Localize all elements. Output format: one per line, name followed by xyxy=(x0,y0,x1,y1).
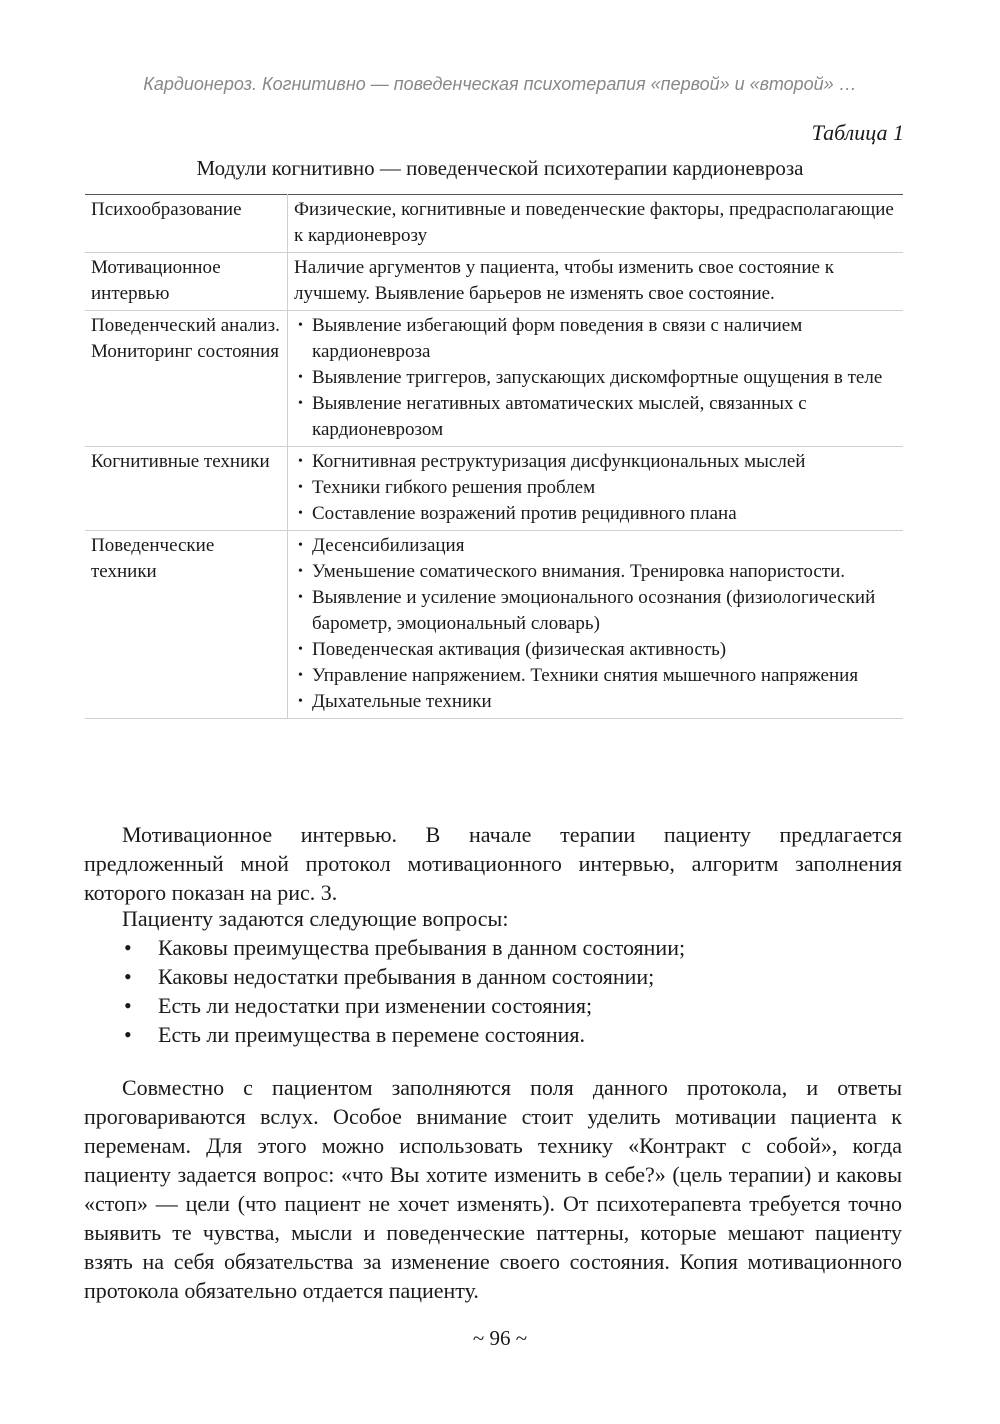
list-item: • Выявление и усиление эмоционального осознания (физиологический барометр, эмоциональный словарь) xyxy=(294,585,897,637)
list-item: • Поведенческая активация (физическая активность) xyxy=(294,637,897,663)
list-item: • Управление напряжением. Техники снятия мышечного напряжения xyxy=(294,663,897,689)
page-number: ~ 96 ~ xyxy=(472,1326,528,1350)
table-row xyxy=(85,195,903,253)
module-name-cell: Мотивационное интервью xyxy=(85,253,288,311)
list-item: • Дыхательные техники xyxy=(294,689,897,715)
module-name-cell: Поведенческий анализ. Мониторинг состояния xyxy=(85,311,288,447)
list-item: • Выявление триггеров, запускающих дискомфортные ощущения в теле xyxy=(294,365,897,391)
paragraph-protocol xyxy=(84,1073,902,1305)
module-content-cell xyxy=(288,311,904,447)
module-items-list xyxy=(294,313,897,443)
questions-list xyxy=(84,933,902,1049)
paragraph-motivational-interview xyxy=(84,820,902,907)
module-content-cell xyxy=(288,447,904,531)
paragraph-text: Мотивационное интервью. В начале терапии пациенту предлагается предложенный мной протокол мотивационного интервью, алгоритм заполнения которого показан на рис. 3. xyxy=(84,822,902,905)
list-item: • Есть ли недостатки при изменении состояния; xyxy=(84,991,902,1020)
module-content-cell xyxy=(288,195,904,253)
list-item: • Составление возражений против рецидивного плана xyxy=(294,501,897,527)
list-item: • Уменьшение соматического внимания. Тренировка напористости. xyxy=(294,559,897,585)
module-items-list xyxy=(294,449,897,527)
module-content-cell xyxy=(288,253,904,311)
module-name-cell: Психообразование xyxy=(85,195,288,253)
module-description: Физические, когнитивные и поведенческие факторы, предрасполагающие к кардионеврозу xyxy=(294,199,894,246)
table-row xyxy=(85,311,903,447)
list-item: • Каковы недостатки пребывания в данном состоянии; xyxy=(84,962,902,991)
table-title: Модули когнитивно — поведенческой психотерапии кардионевроза xyxy=(196,156,804,180)
table-body xyxy=(85,195,903,719)
paragraph-text: Совместно с пациентом заполняются поля данного протокола, и ответы проговариваются вслух. Особое внимание стоит уделить мотивации пациента к переменам. Для этого можно использовать технику «Контракт с собой», когда пациенту задается вопрос: «что Вы хотите изменить в себе?» (цель терапии) и каковы «стоп» — цели (что пациент не хочет изменять). От психотерапевта требуется точно выявить те чувства, мысли и поведенческие паттерны, которые мешают пациенту взять на себя обязательства за изменение своего состояния. Копия мотивационного протокола обязательно отдается пациенту. xyxy=(84,1075,902,1303)
list-item: • Техники гибкого решения проблем xyxy=(294,475,897,501)
module-items-list xyxy=(294,533,897,715)
list-item: • Выявление негативных автоматических мыслей, связанных с кардионеврозом xyxy=(294,391,897,443)
module-content-cell xyxy=(288,531,904,719)
list-item: • Каковы преимущества пребывания в данном состоянии; xyxy=(84,933,902,962)
table-row xyxy=(85,531,903,719)
list-item: • Выявление избегающий форм поведения в связи с наличием кардионевроза xyxy=(294,313,897,365)
questions-block xyxy=(84,904,902,1049)
module-name-cell: Поведенческие техники xyxy=(85,531,288,719)
modules-table xyxy=(85,194,903,719)
list-item: • Когнитивная реструктуризация дисфункциональных мыслей xyxy=(294,449,897,475)
module-description: Наличие аргументов у пациента, чтобы изменить свое состояние к лучшему. Выявление барьеров не изменять свое состояние. xyxy=(294,257,834,304)
table-label: Таблица 1 xyxy=(811,120,904,145)
list-item: • Есть ли преимущества в перемене состояния. xyxy=(84,1020,902,1049)
questions-intro: Пациенту задаются следующие вопросы: xyxy=(122,906,509,931)
table-row xyxy=(85,447,903,531)
running-title: Кардионероз. Когнитивно — поведенческая психотерапия «первой» и «второй» … xyxy=(143,74,857,94)
table-row xyxy=(85,253,903,311)
module-name-cell: Когнитивные техники xyxy=(85,447,288,531)
list-item: • Десенсибилизация xyxy=(294,533,897,559)
